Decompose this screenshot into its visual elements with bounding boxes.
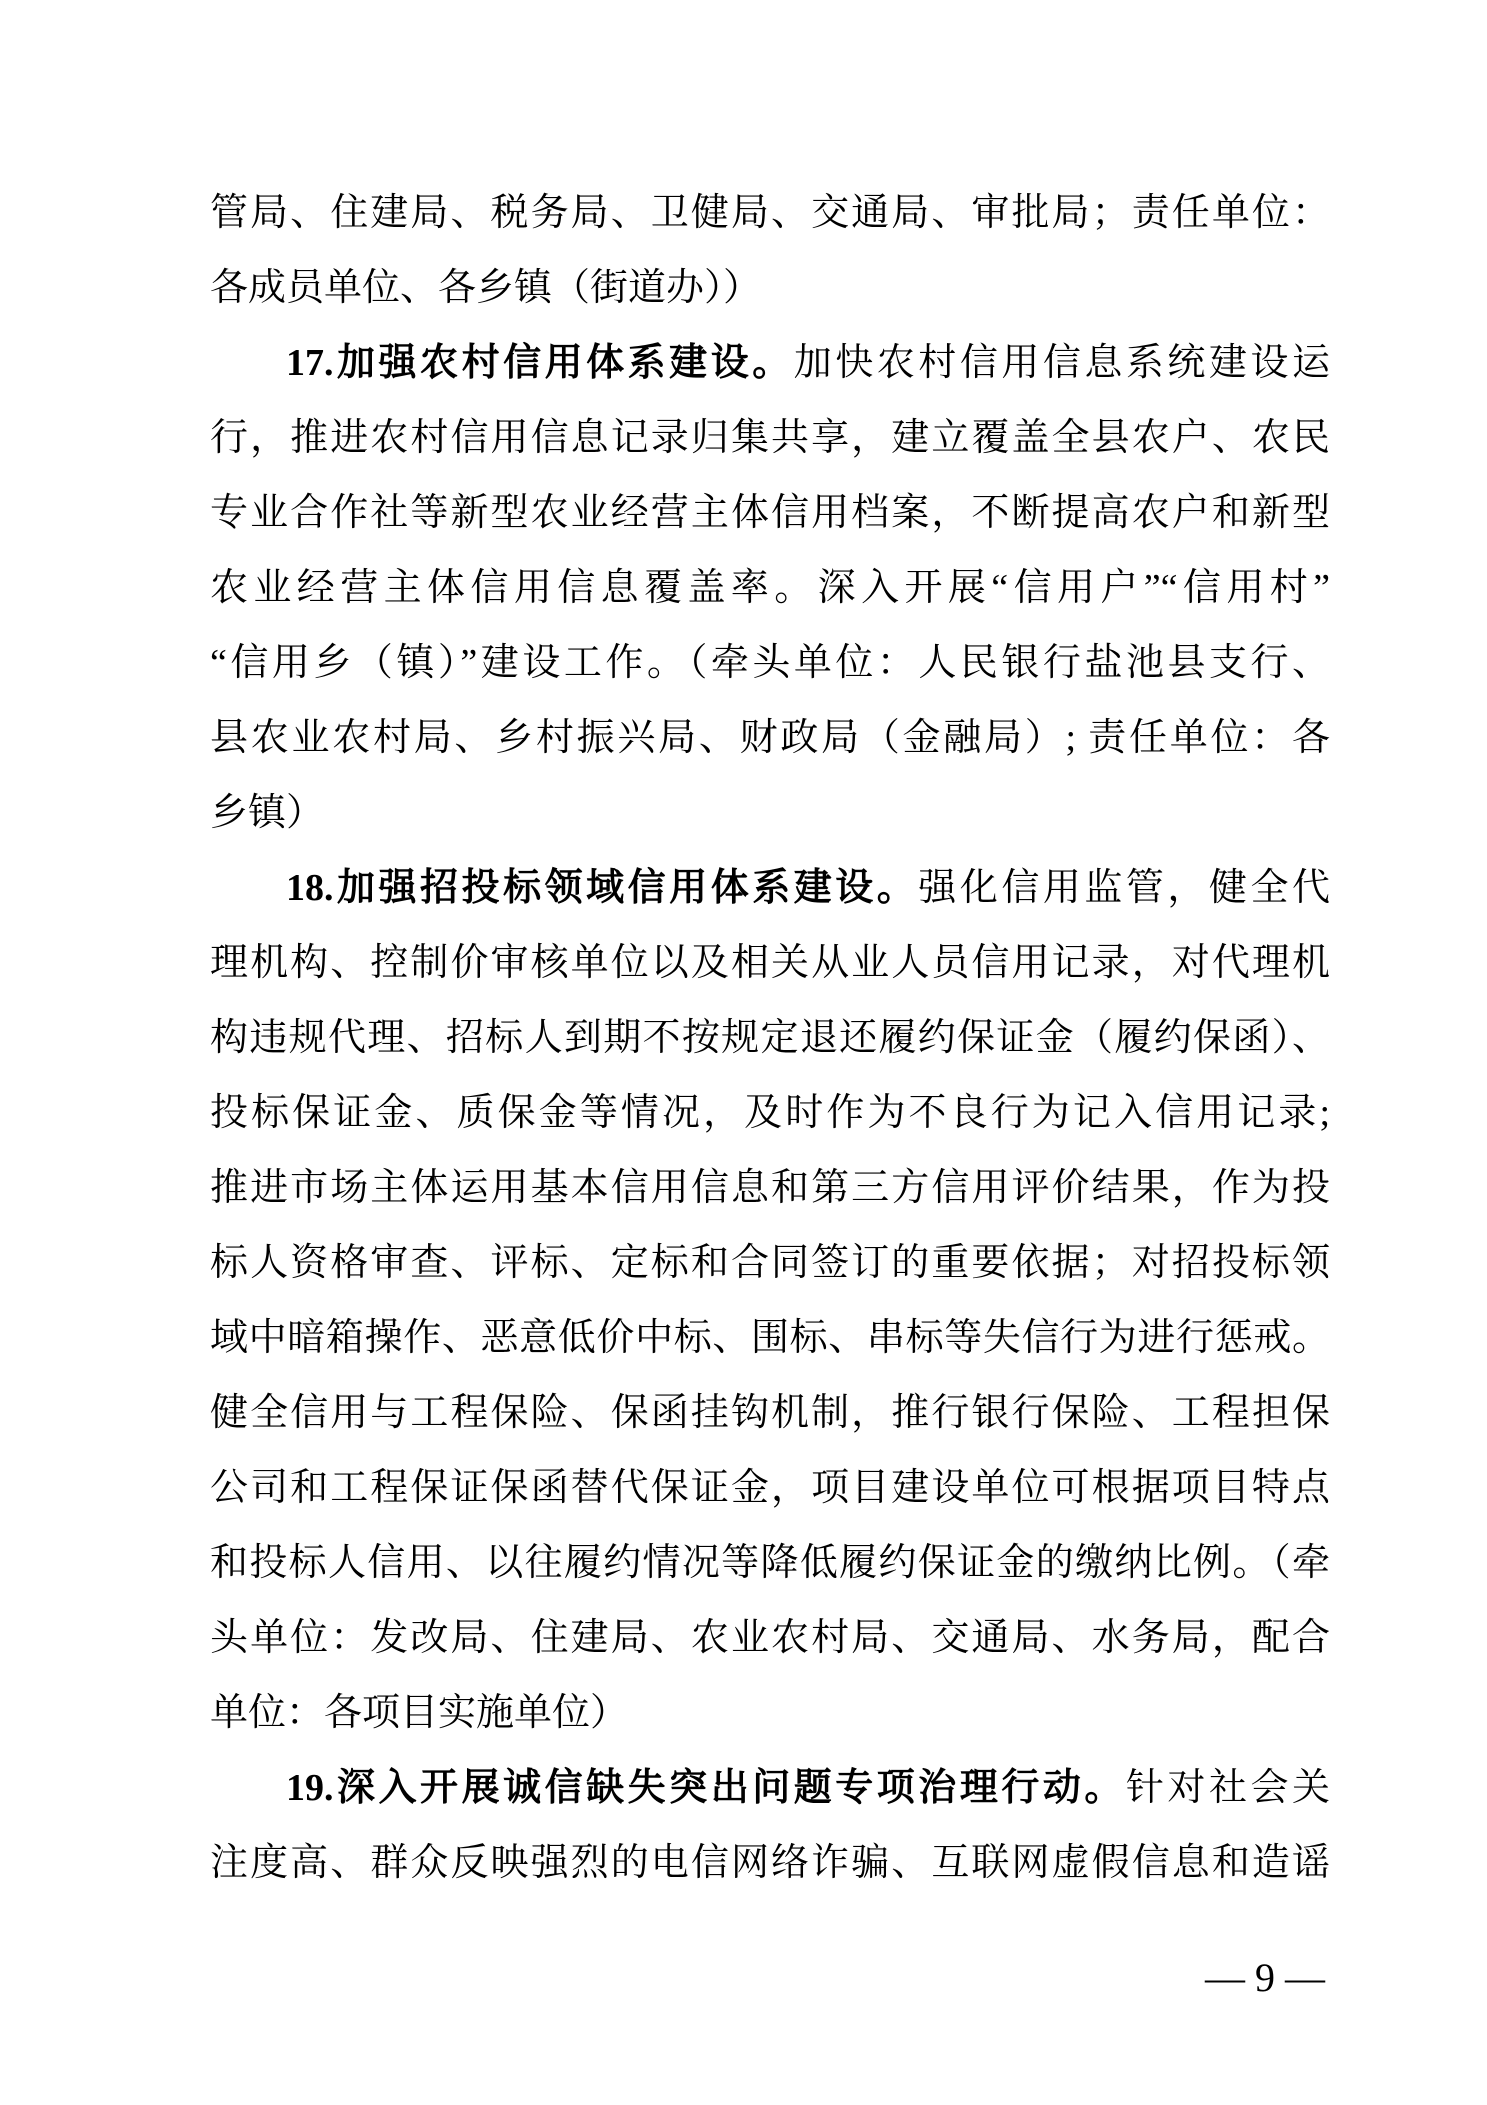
- text-line: [210, 1076, 1330, 1151]
- text-segment: 各成员单位、各乡镇（街道办））: [210, 267, 762, 309]
- text-segment: 强化信用监管，健全代: [918, 867, 1330, 909]
- text-segment: 构违规代理、招标人到期不按规定退还履约保证金（履约保函）、: [210, 1017, 1330, 1059]
- text-segment: 行，推进农村信用信息记录归集共享，建立覆盖全县农户、农民: [210, 417, 1330, 459]
- text-segment: 单位：各项目实施单位）: [210, 1692, 629, 1734]
- heading-segment: 18.加强招投标领域信用体系建设。: [286, 867, 919, 909]
- text-segment: 头单位：发改局、住建局、农业农村局、交通局、水务局，配合: [210, 1617, 1330, 1659]
- text-segment: 公司和工程保证保函替代保证金，项目建设单位可根据项目特点: [210, 1467, 1330, 1509]
- text-line: [210, 926, 1330, 1001]
- text-line: [210, 1676, 1330, 1751]
- text-segment: 理机构、控制价审核单位以及相关从业人员信用记录，对代理机: [210, 942, 1330, 984]
- text-segment: 加快农村信用信息系统建设运: [793, 342, 1330, 384]
- text-line: [210, 1226, 1330, 1301]
- text-line: [210, 626, 1330, 701]
- heading-segment: 17.加强农村信用体系建设。: [286, 342, 794, 384]
- text-segment: “信用乡（镇）”建设工作。（牵头单位：人民银行盐池县支行、: [210, 642, 1330, 684]
- text-segment: 针对社会关: [1125, 1767, 1330, 1809]
- text-line: [210, 551, 1330, 626]
- text-line: [210, 476, 1330, 551]
- text-segment: 标人资格审查、评标、定标和合同签订的重要依据；对招投标领: [210, 1242, 1330, 1284]
- text-segment: 域中暗箱操作、恶意低价中标、围标、串标等失信行为进行惩戒。: [210, 1317, 1330, 1359]
- text-line: [210, 851, 1330, 926]
- text-segment: 乡镇）: [210, 792, 325, 834]
- text-segment: 管局、住建局、税务局、卫健局、交通局、审批局；责任单位：: [210, 192, 1330, 234]
- text-line: [210, 1601, 1330, 1676]
- heading-segment: 19.深入开展诚信缺失突出问题专项治理行动。: [286, 1767, 1126, 1809]
- text-segment: 县农业农村局、乡村振兴局、财政局（金融局）; 责任单位：各: [210, 717, 1330, 759]
- text-line: [210, 326, 1330, 401]
- text-line: [210, 401, 1330, 476]
- text-line: [210, 251, 1330, 326]
- text-segment: 投标保证金、质保金等情况，及时作为不良行为记入信用记录;: [210, 1092, 1330, 1134]
- text-line: [210, 176, 1330, 251]
- text-line: [210, 1001, 1330, 1076]
- text-line: [210, 1151, 1330, 1226]
- page-number-text: — 9 —: [1205, 1955, 1325, 2000]
- text-line: [210, 1376, 1330, 1451]
- text-line: [210, 1301, 1330, 1376]
- text-line: [210, 1826, 1330, 1901]
- text-segment: 健全信用与工程保险、保函挂钩机制，推行银行保险、工程担保: [210, 1392, 1330, 1434]
- text-line: [210, 1526, 1330, 1601]
- page-number: [1160, 1950, 1370, 2005]
- text-segment: 农业经营主体信用信息覆盖率。深入开展“信用户”“信用村”: [210, 567, 1330, 609]
- text-segment: 和投标人信用、以往履约情况等降低履约保证金的缴纳比例。（牵: [210, 1542, 1330, 1584]
- text-line: [210, 701, 1330, 776]
- text-segment: 推进市场主体运用基本信用信息和第三方信用评价结果，作为投: [210, 1167, 1330, 1209]
- document-body: [210, 176, 1330, 1901]
- text-line: [210, 1451, 1330, 1526]
- text-line: [210, 1751, 1330, 1826]
- text-segment: 注度高、群众反映强烈的电信网络诈骗、互联网虚假信息和造谣: [210, 1842, 1330, 1884]
- text-line: [210, 776, 1330, 851]
- text-segment: 专业合作社等新型农业经营主体信用档案，不断提高农户和新型: [210, 492, 1330, 534]
